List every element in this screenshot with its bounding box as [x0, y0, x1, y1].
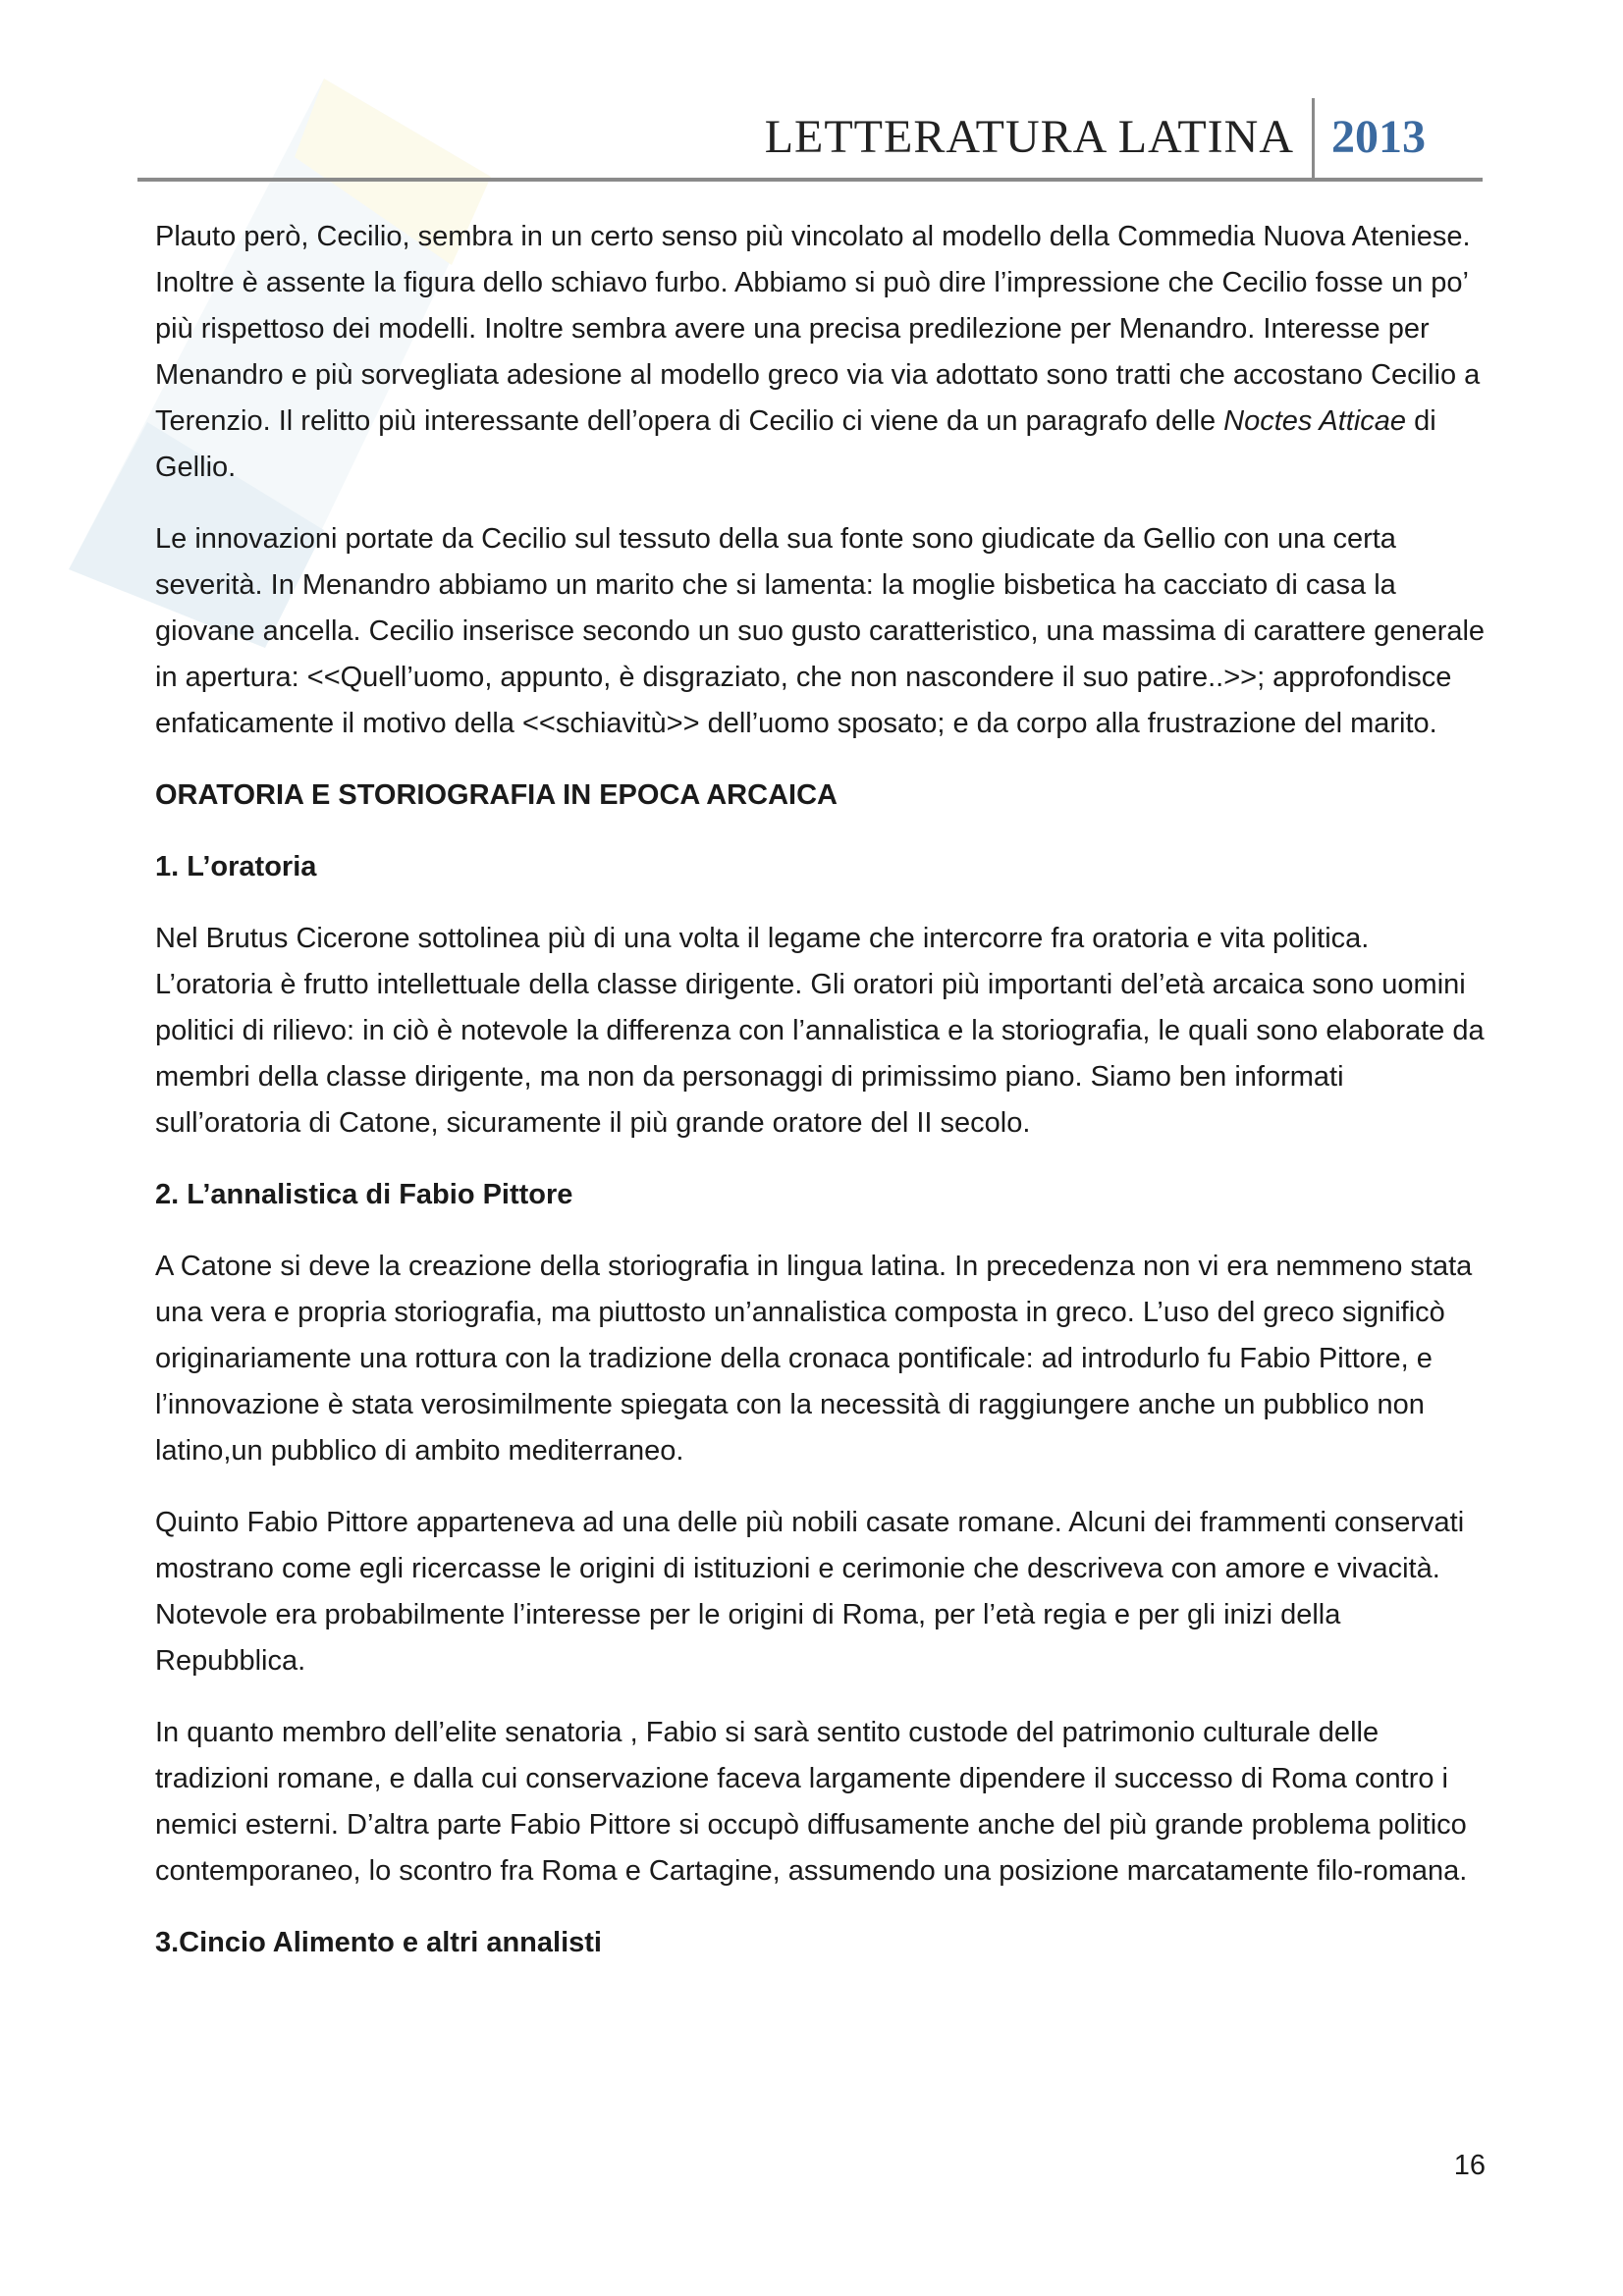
header-divider	[1312, 98, 1315, 179]
subsection-heading: 2. L’annalistica di Fabio Pittore	[155, 1179, 573, 1210]
paragraph: In quanto membro dell’elite senatoria , Fabio si sarà sentito custode del patrimonio culturale delle tradizioni romane, e dalla cui conservazione faceva largamente dipendere il successo di Roma contro i nemici esterni. D’altra parte Fabio Pittore si occupò diffusamente anche del più grande problema politico contemporaneo, lo scontro fra Roma e Cartagine, assumendo una posizione marcatamente filo-romana.	[155, 1717, 1468, 1887]
paragraph: Quinto Fabio Pittore apparteneva ad una delle più nobili casate romane. Alcuni dei frammenti conservati mostrano come egli ricercasse le origini di istituzioni e cerimonie che descriveva con amore e vivacità. Notevole era probabilmente l’interesse per le origini di Roma, per l’età regia e per gli inizi della Repubblica.	[155, 1507, 1465, 1677]
italic-title: Noctes Atticae	[1223, 405, 1407, 437]
header-rule	[137, 178, 1483, 182]
page-number: 16	[1453, 2150, 1486, 2181]
header-year: 2013	[1331, 111, 1426, 163]
document-body	[155, 214, 1486, 1992]
section-heading: ORATORIA E STORIOGRAFIA IN EPOCA ARCAICA	[155, 779, 838, 811]
paragraph: Nel Brutus Cicerone sottolinea più di una volta il legame che intercorre fra oratoria e vita politica. L’oratoria è frutto intellettuale della classe dirigente. Gli oratori più importanti del’età arcaica sono uomini politici di rilievo: in ciò è notevole la differenza con l’annalistica e la storiografia, le quali sono elaborate da membri della classe dirigente, ma non da personaggi di primissimo piano. Siamo ben informati sull’oratoria di Catone, sicuramente il più grande oratore del II secolo.	[155, 923, 1485, 1139]
paragraph	[155, 214, 1486, 491]
paragraph: A Catone si deve la creazione della storiografia in lingua latina. In precedenza non vi era nemmeno stata una vera e propria storiografia, ma piuttosto un’annalistica composta in greco. L’uso del greco significò originariamente una rottura con la tradizione della cronaca pontificale: ad introdurlo fu Fabio Pittore, e l’innovazione è stata verosimilmente spiegata con la necessità di raggiungere anche un pubblico non latino,un pubblico di ambito mediterraneo.	[155, 1251, 1473, 1467]
subsection-heading: 3.Cincio Alimento e altri annalisti	[155, 1927, 602, 1958]
header-title: LETTERATURA LATINA	[764, 111, 1294, 163]
page-header	[137, 98, 1483, 183]
subsection-heading: 1. L’oratoria	[155, 851, 317, 882]
paragraph-text: di Gellio.	[155, 405, 1436, 483]
paragraph-text: Plauto però, Cecilio, sembra in un certo senso più vincolato al modello della Commedia Nuova Ateniese. Inoltre è assente la figura dello schiavo furbo. Abbiamo si può dire l’impressione che Cecilio fosse un po’ più rispettoso dei modelli. Inoltre sembra avere una precisa predilezione per Menandro. Interesse per Menandro e più sorvegliata adesione al modello greco via via adottato sono tratti che accostano Cecilio a Terenzio. Il relitto più interessante dell’opera di Cecilio ci viene da un paragrafo delle	[155, 221, 1481, 437]
paragraph: Le innovazioni portate da Cecilio sul tessuto della sua fonte sono giudicate da Gellio con una certa severità. In Menandro abbiamo un marito che si lamenta: la moglie bisbetica ha cacciato di casa la giovane ancella. Cecilio inserisce secondo un suo gusto caratteristico, una massima di carattere generale in apertura: <<Quell’uomo, appunto, è disgraziato, che non nascondere il suo patire..>>; approfondisce enfaticamente il motivo della <<schiavitù>> dell’uomo sposato; e da corpo alla frustrazione del marito.	[155, 523, 1486, 739]
